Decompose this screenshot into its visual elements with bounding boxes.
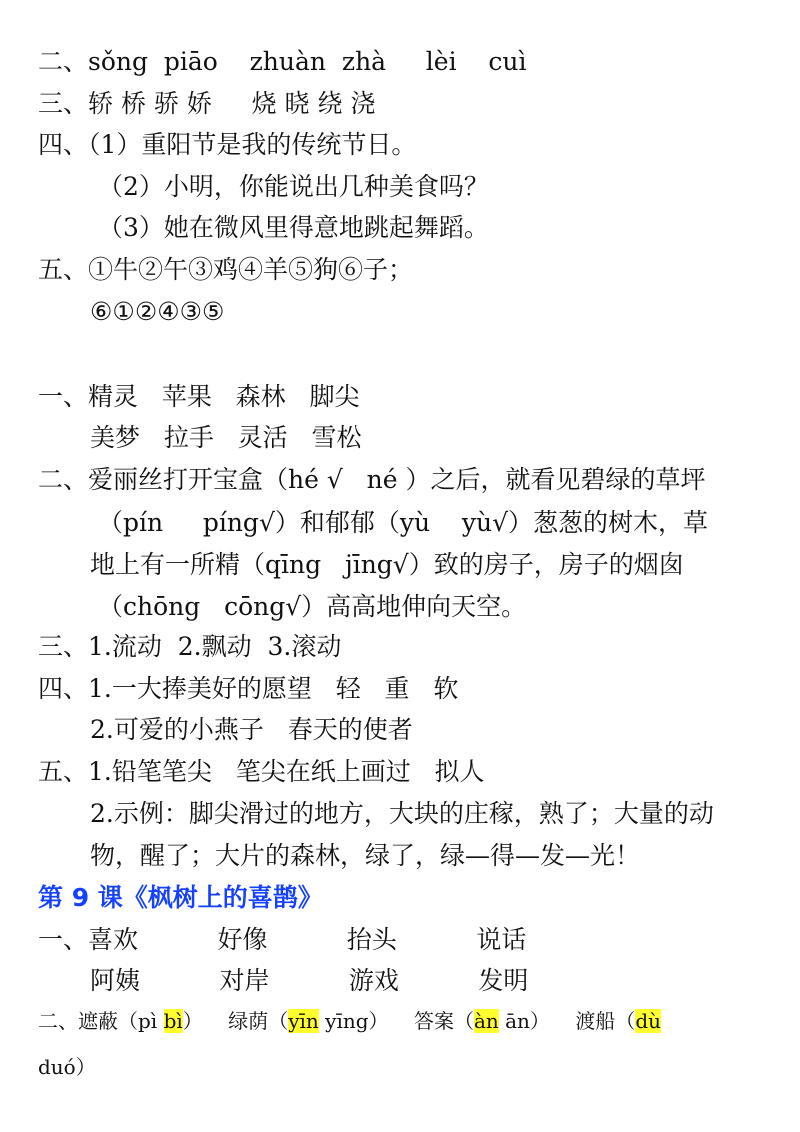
answer-line: （2）小明，你能说出几种美食吗？ [98,172,489,201]
answer-line: duó） [38,1055,96,1079]
answer-line: 三、1.流动 2.飘动 3.滚动 [38,632,342,661]
lesson-heading: 第 9 课《枫树上的喜鹊》 [38,883,323,912]
answer-line: 美梦 拉手 灵活 雪松 [90,423,362,452]
answer-line: 五、①牛②午③鸡④羊⑤狗⑥子； [38,255,414,284]
answer-line: 五、1.铅笔笔尖 笔尖在纸上画过 拟人 [38,757,485,786]
answer-line: 阿姨 对岸 游戏 发明 [90,966,529,995]
answer-line: （pín píng√）和郁郁（yù yù√）葱葱的树木，草 [98,508,709,537]
answer-line: 二、爱丽丝打开宝盒（hé √ né ）之后，就看见碧绿的草坪 [38,465,706,494]
line-text: ） 绿荫（ [182,1009,289,1033]
answer-line-pinyin [38,1006,800,1036]
answer-line: 四、（1）重阳节是我的传统节日。 [38,130,417,159]
answer-line: 四、1.一大捧美好的愿望 轻 重 软 [38,674,459,703]
answer-line: 一、精灵 苹果 森林 脚尖 [38,382,360,411]
highlighted-answer: àn [473,1009,499,1033]
answer-line: （3）她在微风里得意地跳起舞蹈。 [98,213,489,242]
answer-line: （chōng cōng√）高高地伸向天空。 [98,592,527,621]
answer-line: 一、喜欢 好像 抬头 说话 [38,925,527,954]
answer-line: 2.示例：脚尖滑过的地方，大块的庄稼，熟了；大量的动 [90,799,714,828]
answer-line: 2.可爱的小燕子 春天的使者 [90,715,413,744]
highlighted-answer: dù [635,1009,662,1033]
highlighted-answer: yīn [288,1009,319,1033]
line-text: ān） 渡船（ [498,1009,636,1033]
answer-line: 物，醒了；大片的森林，绿了，绿—得—发—光！ [90,841,641,870]
line-text: yīng） 答案（ [318,1009,474,1033]
answer-line: 二、sǒng piāo zhuàn zhà lèi cuì [38,47,527,76]
highlighted-answer: bì [163,1009,183,1033]
line-text: 二、遮蔽（pì [38,1009,164,1033]
answer-line: ⑥①②④③⑤ [90,297,225,326]
answer-line: 地上有一所精（qīng jīng√）致的房子，房子的烟囱 [90,550,684,579]
answer-line: 三、轿 桥 骄 娇 烧 晓 绕 浇 [38,89,376,118]
